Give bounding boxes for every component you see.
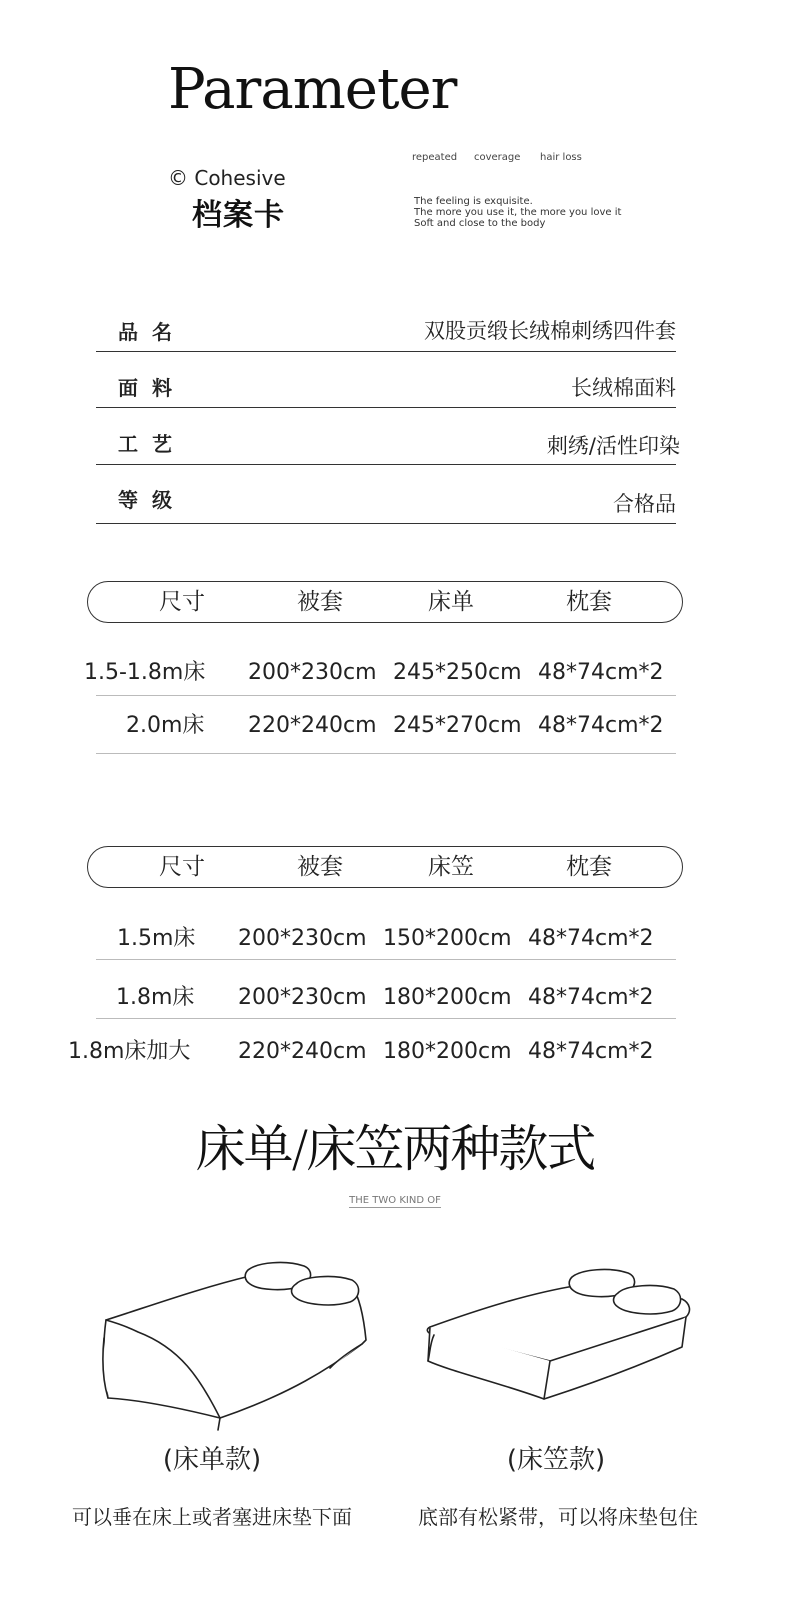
table2-header (87, 846, 683, 888)
flat-sheet-bed-icon (90, 1258, 380, 1433)
table-cell: 150*200cm (383, 926, 512, 951)
table-cell: 48*74cm*2 (528, 985, 654, 1010)
divider (96, 959, 676, 960)
table-cell: 1.8m床加大 (68, 1039, 191, 1064)
card-label: 档案卡 (192, 198, 285, 233)
section-subtitle (0, 1194, 790, 1208)
table-cell: 2.0m床 (126, 713, 205, 738)
info-value-name: 双股贡缎长绒棉刺绣四件套 (424, 319, 676, 343)
info-label-craft: 工艺 (118, 432, 186, 456)
flat-sheet-caption: (床单款) (162, 1445, 262, 1475)
divider (96, 1018, 676, 1019)
table-cell: 180*200cm (383, 1039, 512, 1064)
tagline-3: Soft and close to the body (414, 218, 546, 229)
info-value-fabric: 长绒棉面料 (571, 376, 676, 400)
divider (96, 407, 676, 408)
table-cell: 1.5-1.8m床 (84, 660, 206, 685)
table2-header-size: 尺寸 (159, 854, 205, 880)
divider (96, 523, 676, 524)
flat-sheet-description: 可以垂在床上或者塞进床垫下面 (72, 1505, 352, 1529)
divider (96, 351, 676, 352)
table2-header-duvet: 被套 (297, 854, 343, 880)
info-label-grade: 等级 (118, 488, 186, 512)
tag-repeated: repeated (412, 152, 458, 163)
fitted-sheet-caption: (床笠款) (506, 1445, 606, 1475)
table-cell: 200*230cm (248, 660, 377, 685)
info-value-grade: 合格品 (613, 492, 676, 516)
tagline-2: The more you use it, the more you love it (414, 207, 622, 218)
info-value-craft: 刺绣/活性印染 (546, 434, 680, 458)
info-label-fabric: 面料 (118, 376, 186, 400)
table-cell: 1.8m床 (116, 985, 195, 1010)
table-cell: 220*240cm (248, 713, 377, 738)
table-cell: 180*200cm (383, 985, 512, 1010)
info-label-name: 品名 (118, 320, 186, 344)
table1-header-size: 尺寸 (159, 589, 205, 615)
table-cell: 48*74cm*2 (538, 713, 664, 738)
tag-hair-loss: hair loss (540, 152, 582, 163)
table-cell: 48*74cm*2 (538, 660, 664, 685)
table1-header-sheet: 床单 (428, 589, 474, 615)
table-cell: 200*230cm (238, 926, 367, 951)
divider (96, 464, 676, 465)
divider (96, 695, 676, 696)
fitted-sheet-bed-icon (420, 1265, 700, 1415)
brand-name: © Cohesive (168, 166, 286, 190)
fitted-sheet-description: 底部有松紧带，可以将床垫包住 (418, 1505, 698, 1529)
table1-header (87, 581, 683, 623)
table-cell: 200*230cm (238, 985, 367, 1010)
table1-header-pillow: 枕套 (566, 589, 612, 615)
table-cell: 48*74cm*2 (528, 926, 654, 951)
page-title: Parameter (168, 57, 457, 122)
tagline-1: The feeling is exquisite. (414, 196, 533, 207)
divider (96, 753, 676, 754)
section-title: 床单/床笠两种款式 (195, 1120, 595, 1178)
table2-header-pillow: 枕套 (566, 854, 612, 880)
table-cell: 245*250cm (393, 660, 522, 685)
table2-header-fitted: 床笠 (428, 854, 474, 880)
table-cell: 48*74cm*2 (528, 1039, 654, 1064)
section-subtitle-text: THE TWO KIND OF (349, 1195, 441, 1206)
tag-coverage: coverage (474, 152, 521, 163)
table-cell: 1.5m床 (117, 926, 196, 951)
table1-header-duvet: 被套 (297, 589, 343, 615)
table-cell: 245*270cm (393, 713, 522, 738)
table-cell: 220*240cm (238, 1039, 367, 1064)
